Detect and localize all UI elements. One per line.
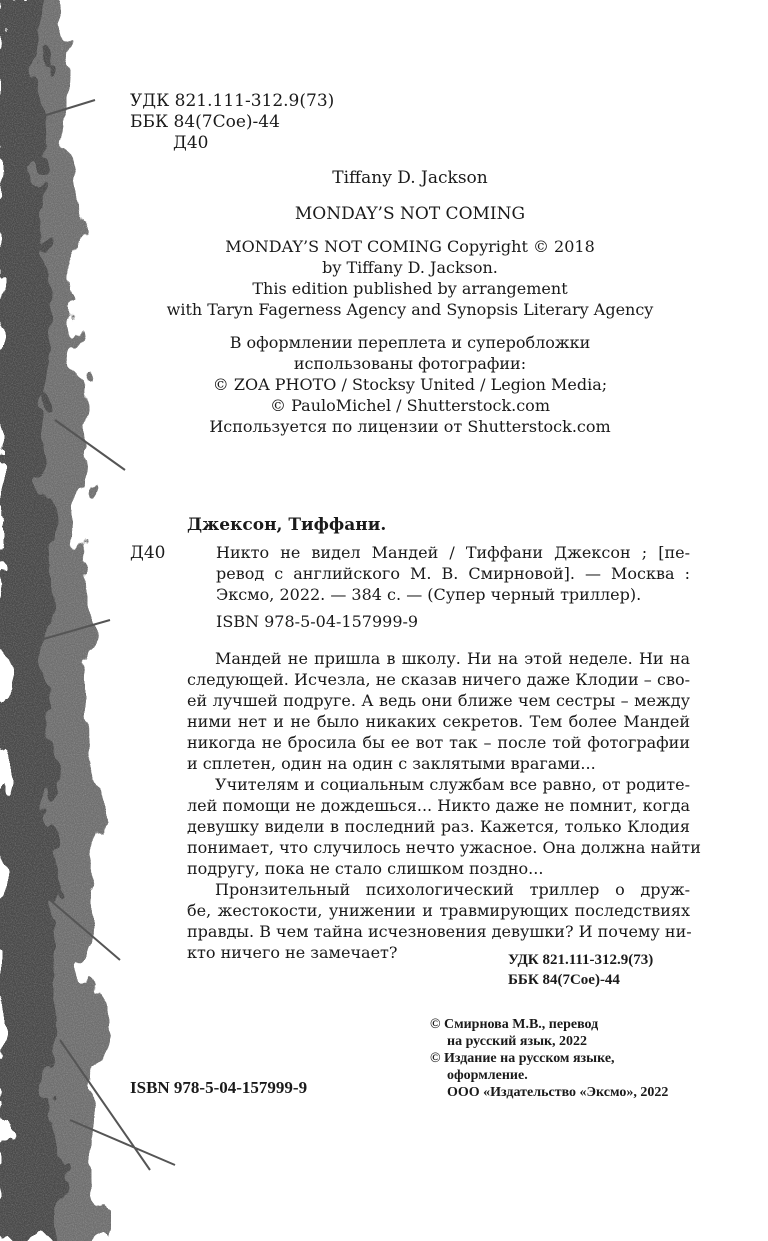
catalog-mark: Д40 [130,543,166,563]
bottom-isbn: ISBN 978-5-04-157999-9 [130,1078,308,1097]
bbk-code: ББК 84(7Сое)-44 [130,112,280,132]
copyright-line: This edition published by arrangement [252,279,568,298]
annotation-line: кто ничего не замечает? [187,943,398,962]
photo-credit-line: © ZOA PHOTO / Stocksy United / Legion Media; [212,375,608,394]
annotation-line: лей помощи не дождешься... Никто даже не помнит, когда [187,796,690,815]
copyright-notice: оформление. [447,1068,528,1083]
catalog-isbn: ISBN 978-5-04-157999-9 [216,612,419,631]
annotation-line: никогда не бросила бы ее вот так – после той фотографии [187,733,690,752]
annotation-line: девушку видели в последний раз. Кажется, только Клодия [187,817,690,836]
annotation-line: Мандей не пришла в школу. Ни на этой неделе. Ни на [215,649,690,668]
bottom-udk-code: УДК 821.111-312.9(73) [508,952,654,968]
annotation-line: Пронзительный психологический триллер о друж- [215,880,690,899]
annotation-line: понимает, что случилось нечто ужасное. Она должна найти [187,838,701,857]
annotation-paragraph [187,648,690,774]
photo-credit-line: использованы фотографии: [293,354,527,373]
udk-code: УДК 821.111-312.9(73) [130,91,335,111]
copyright-notice: ООО «Издательство «Эксмо», 2022 [447,1085,669,1100]
catalog-entry [216,542,690,605]
annotation-line: Учителям и социальным службам все равно, от родите- [215,775,690,794]
annotation-line: ей лучшей подруге. А ведь они ближе чем сестры – между [187,691,690,710]
catalog-heading: Джексон, Тиффани. [187,515,387,535]
catalog-entry-line: Никто не видел Мандей / Тиффани Джексон ; [пе- [216,543,690,562]
copyright-notice: на русский язык, 2022 [447,1034,588,1049]
original-title: MONDAY’S NOT COMING [294,204,526,224]
catalog-entry-line: Эксмо, 2022. — 384 с. — (Супер черный триллер). [216,585,642,604]
annotation-line: бе, жестокости, унижении и травмирующих последствиях [187,901,690,920]
copyright-notice: © Смирнова М.В., перевод [430,1017,599,1032]
annotation-paragraph [187,774,701,879]
author-mark: Д40 [173,133,209,153]
annotation-line: правды. В чем тайна исчезновения девушки? И почему ни- [187,922,692,941]
annotation-line: и сплетен, один на один с заклятыми врагами... [187,754,596,773]
copyright-notice: © Издание на русском языке, [430,1051,615,1066]
original-author: Tiffany D. Jackson [332,168,488,188]
annotation-line: следующей. Исчезла, не сказав ничего даже Клодии – сво- [187,670,690,689]
bottom-bbk-code: ББК 84(7Сое)-44 [508,972,620,988]
photo-credit-line: © PauloMichel / Shutterstock.com [270,396,550,415]
copyright-line: with Taryn Fagerness Agency and Synopsis Literary Agency [166,300,654,319]
copyright-line: MONDAY’S NOT COMING Copyright © 2018 [225,237,595,256]
photo-credit-line: В оформлении переплета и суперобложки [229,333,591,352]
copyright-line: by Tiffany D. Jackson. [322,258,498,277]
photo-credit-line: Используется по лицензии от Shutterstock.com [209,417,611,436]
catalog-entry-line: ревод с английского М. В. Смирновой]. — Москва : [216,564,690,583]
annotation-line: ними нет и не было никаких секретов. Тем более Мандей [187,712,690,731]
annotation-line: подругу, пока не стало слишком поздно... [187,859,544,878]
